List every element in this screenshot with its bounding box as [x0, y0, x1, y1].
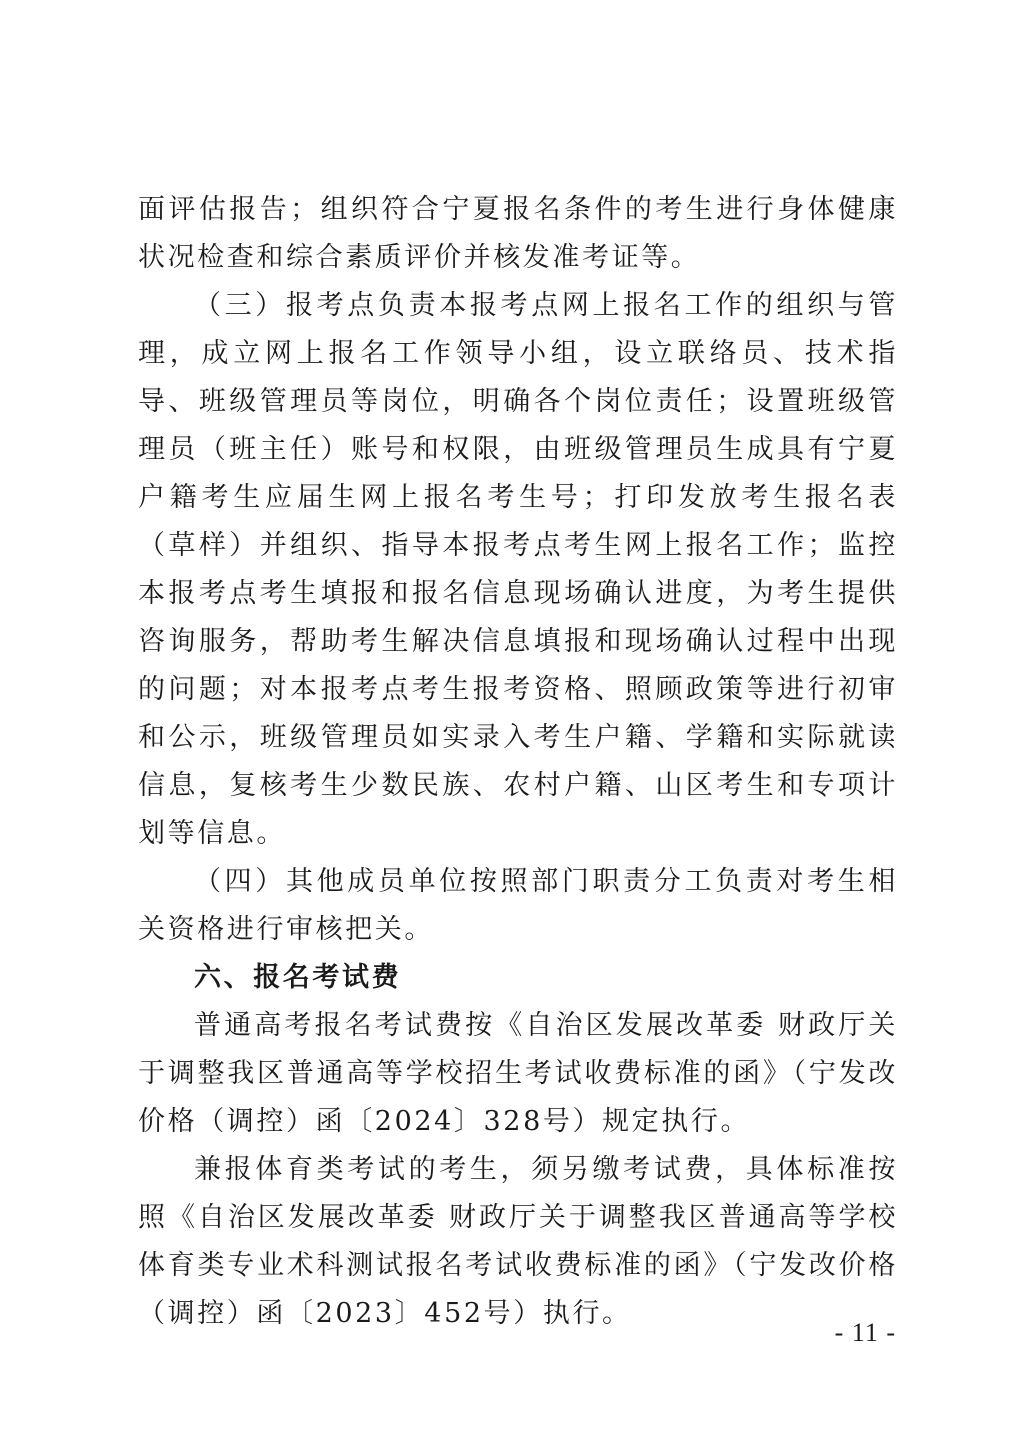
paragraph-item-3: （三）报考点负责本报考点网上报名工作的组织与管理，成立网上报名工作领导小组，设立联络员、技术指导、班级管理员等岗位，明确各个岗位责任；设置班级管理员（班主任）账号和权限，由班级管理员生成具有宁夏户籍考生应届生网上报名考生号；打印发放考生报名表（草样）并组织、指导本报考点考生网上报名工作；监控本报考点考生填报和报名信息现场确认进度，为考生提供咨询服务，帮助考生解决信息填报和现场确认过程中出现的问题；对本报考点考生报考资格、照顾政策等进行初审和公示，班级管理员如实录入考生户籍、学籍和实际就读信息，复核考生少数民族、农村户籍、山区考生和专项计划等信息。 — [138, 290, 898, 849]
document-body — [138, 186, 898, 1338]
page-number: - 11 - — [834, 1318, 896, 1347]
paragraph-exam-fee: 普通高考报名考试费按《自治区发展改革委 财政厅关于调整我区普通高等学校招生考试收费标准的函》（宁发改价格（调控）函〔2024〕328号）规定执行。 — [138, 1010, 898, 1137]
section-heading-fees: 六、报名考试费 — [194, 962, 402, 993]
paragraph-continuation: 面评估报告；组织符合宁夏报名条件的考生进行身体健康状况检查和综合素质评价并核发准考证等。 — [138, 194, 898, 273]
paragraph-item-4: （四）其他成员单位按照部门职责分工负责对考生相关资格进行审核把关。 — [138, 866, 898, 945]
paragraph-sports-fee: 兼报体育类考试的考生，须另缴考试费，具体标准按照《自治区发展改革委 财政厅关于调整我区普通高等学校体育类专业术科测试报名考试收费标准的函》（宁发改价格（调控）函〔2023〕452号）执行。 — [138, 1154, 898, 1329]
